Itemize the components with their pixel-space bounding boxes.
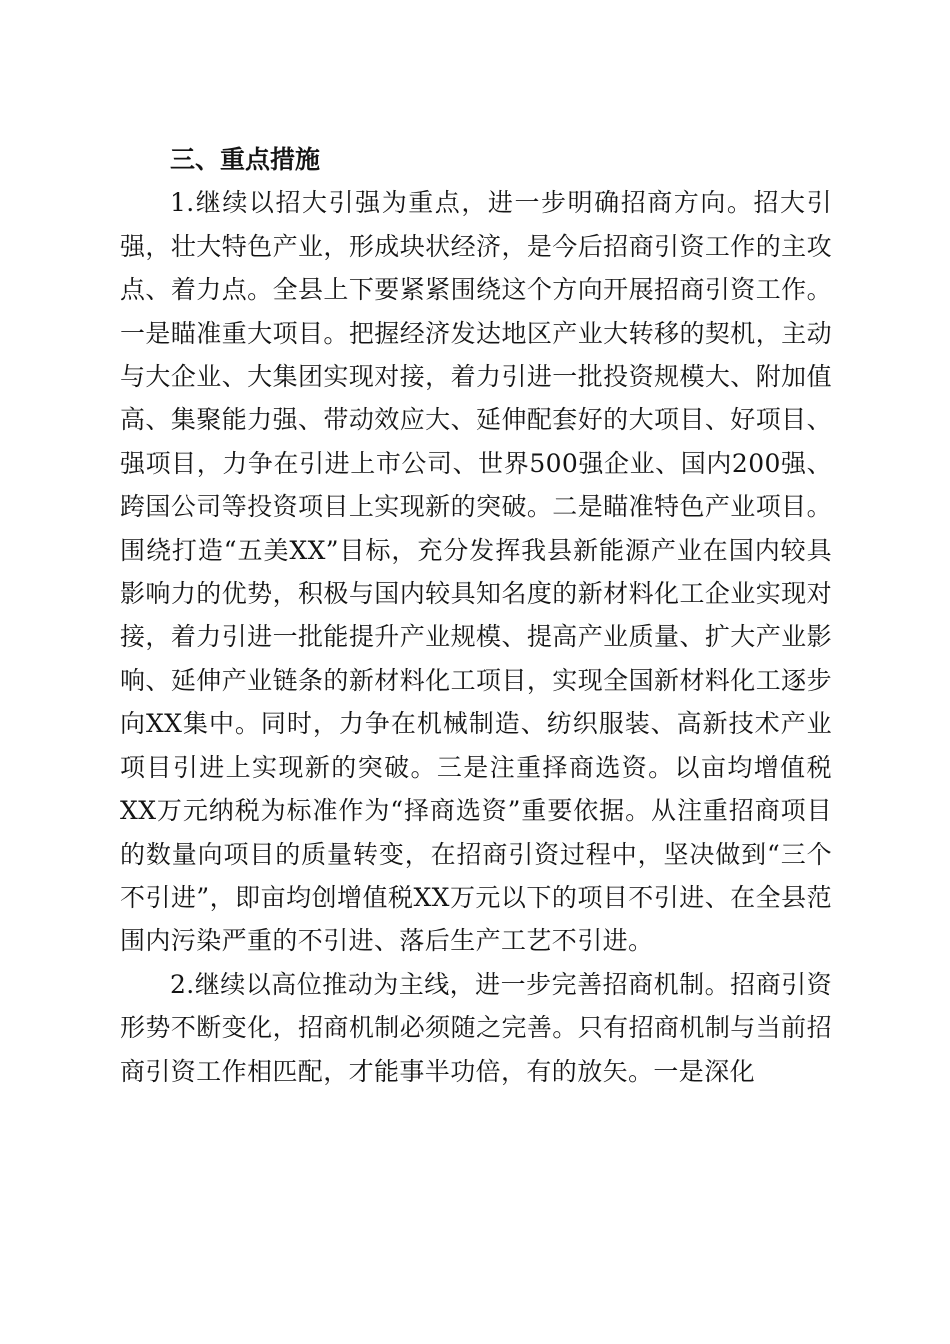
document-body — [120, 138, 832, 1093]
section-heading: 三、重点措施 — [170, 145, 321, 174]
paragraph-2: 2.继续以高位推动为主线，进一步完善招商机制。招商引资形势不断变化，招商机制必须随之完善。只有招商机制与当前招商引资工作相匹配，才能事半功倍，有的放矢。一是深化 — [120, 969, 832, 1086]
paragraph-1: 1.继续以招大引强为重点，进一步明确招商方向。招大引强，壮大特色产业，形成块状经济，是今后招商引资工作的主攻点、着力点。全县上下要紧紧围绕这个方向开展招商引资工作。一是瞄准重大项目。把握经济发达地区产业大转移的契机，主动与大企业、大集团实现对接，着力引进一批投资规模大、附加值高、集聚能力强、带动效应大、延伸配套好的大项目、好项目、强项目，力争在引进上市公司、世界500强企业、国内200强、跨国公司等投资项目上实现新的突破。二是瞄准特色产业项目。围绕打造“五美XX”目标，充分发挥我县新能源产业在国内较具影响力的优势，积极与国内较具知名度的新材料化工企业实现对接，着力引进一批能提升产业规模、提高产业质量、扩大产业影响、延伸产业链条的新材料化工项目，实现全国新材料化工逐步向XX集中。同时，力争在机械制造、纺织服装、高新技术产业项目引进上实现新的突破。三是注重择商选资。以亩均增值税XX万元纳税为标准作为“择商选资”重要依据。从注重招商项目的数量向项目的质量转变，在招商引资过程中，坚决做到“三个不引进”，即亩均创增值税XX万元以下的项目不引进、在全县范围内污染严重的不引进、落后生产工艺不引进。 — [120, 188, 832, 956]
